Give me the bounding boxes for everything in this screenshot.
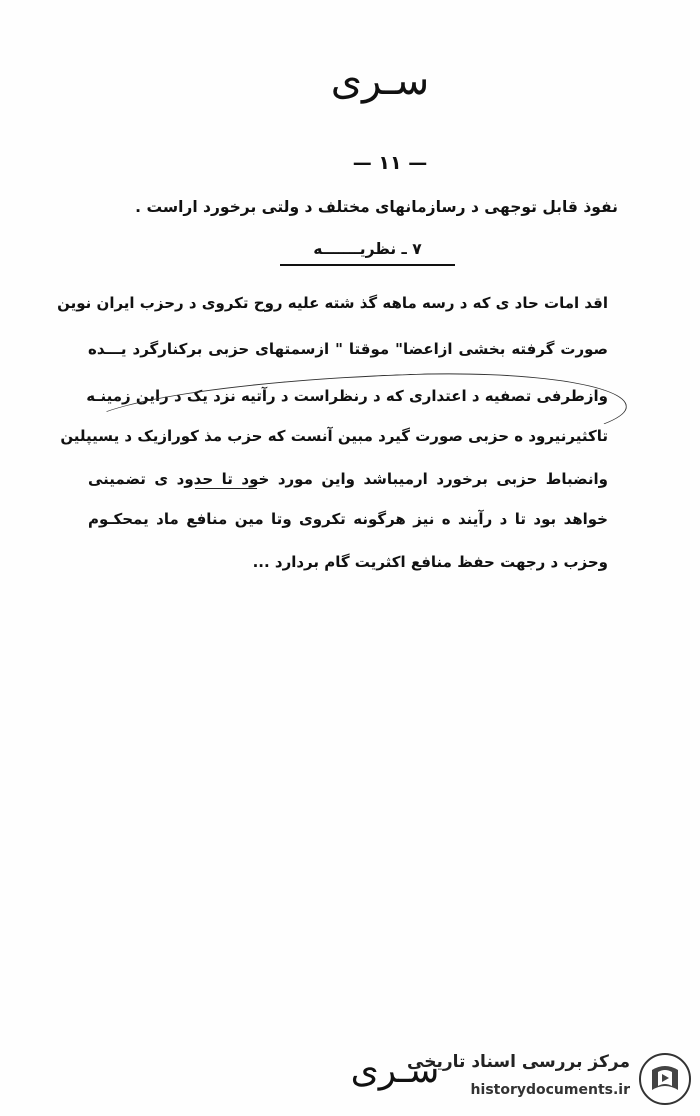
archive-watermark [392, 1050, 692, 1108]
handwritten-bracket-mark [60, 366, 628, 465]
body-line: وحزب د رجهت حفظ منافع اکثریت گام بردارد ... [252, 553, 608, 571]
archive-logo-icon [638, 1052, 692, 1106]
body-line: وانضباط حزبی برخورد ارمیباشد واین مورد خود تا حدود ی تضمینی [88, 470, 608, 488]
section-heading: ۷ ـ نظریـــــــه [280, 240, 455, 266]
body-line: وازطرفی تصفیه د اعتداری که د رنظراست د رآتیه نزد یک د راین زمینـه [86, 387, 608, 405]
body-line: خواهد بود تا د رآیند ه نیز هرگونه تکروی وتا مین منافع ماد یمحکـوم [88, 510, 608, 528]
body-line: تاکثیرنیرود ه حزبی صورت گیرد مبین آنست که حزب مذ کورازیک د یسیپلین [60, 427, 608, 445]
watermark-title: مرکز بررسی اسناد تاریخی [407, 1052, 630, 1072]
watermark-url: historydocuments.ir [470, 1082, 630, 1098]
page-number: — ۱۱ — [352, 152, 428, 174]
intro-line: نفوذ قابل توجهی د رسازمانهای مختلف د ولتی برخورد اراست . [135, 198, 618, 216]
body-line: اقد امات حاد ی که د رسه ماهه گذ شته علیه روح تکروی د رحزب ایران نوین [57, 294, 608, 312]
classification-header: سـری [330, 58, 430, 104]
handwritten-underline-mark [195, 488, 257, 489]
body-line: صورت گرفته بخشی ازاعضا" موقتا " ازسمتهای حزبی برکنارگرد یـــده [88, 340, 608, 358]
classification-footer: سـری [350, 1050, 440, 1091]
